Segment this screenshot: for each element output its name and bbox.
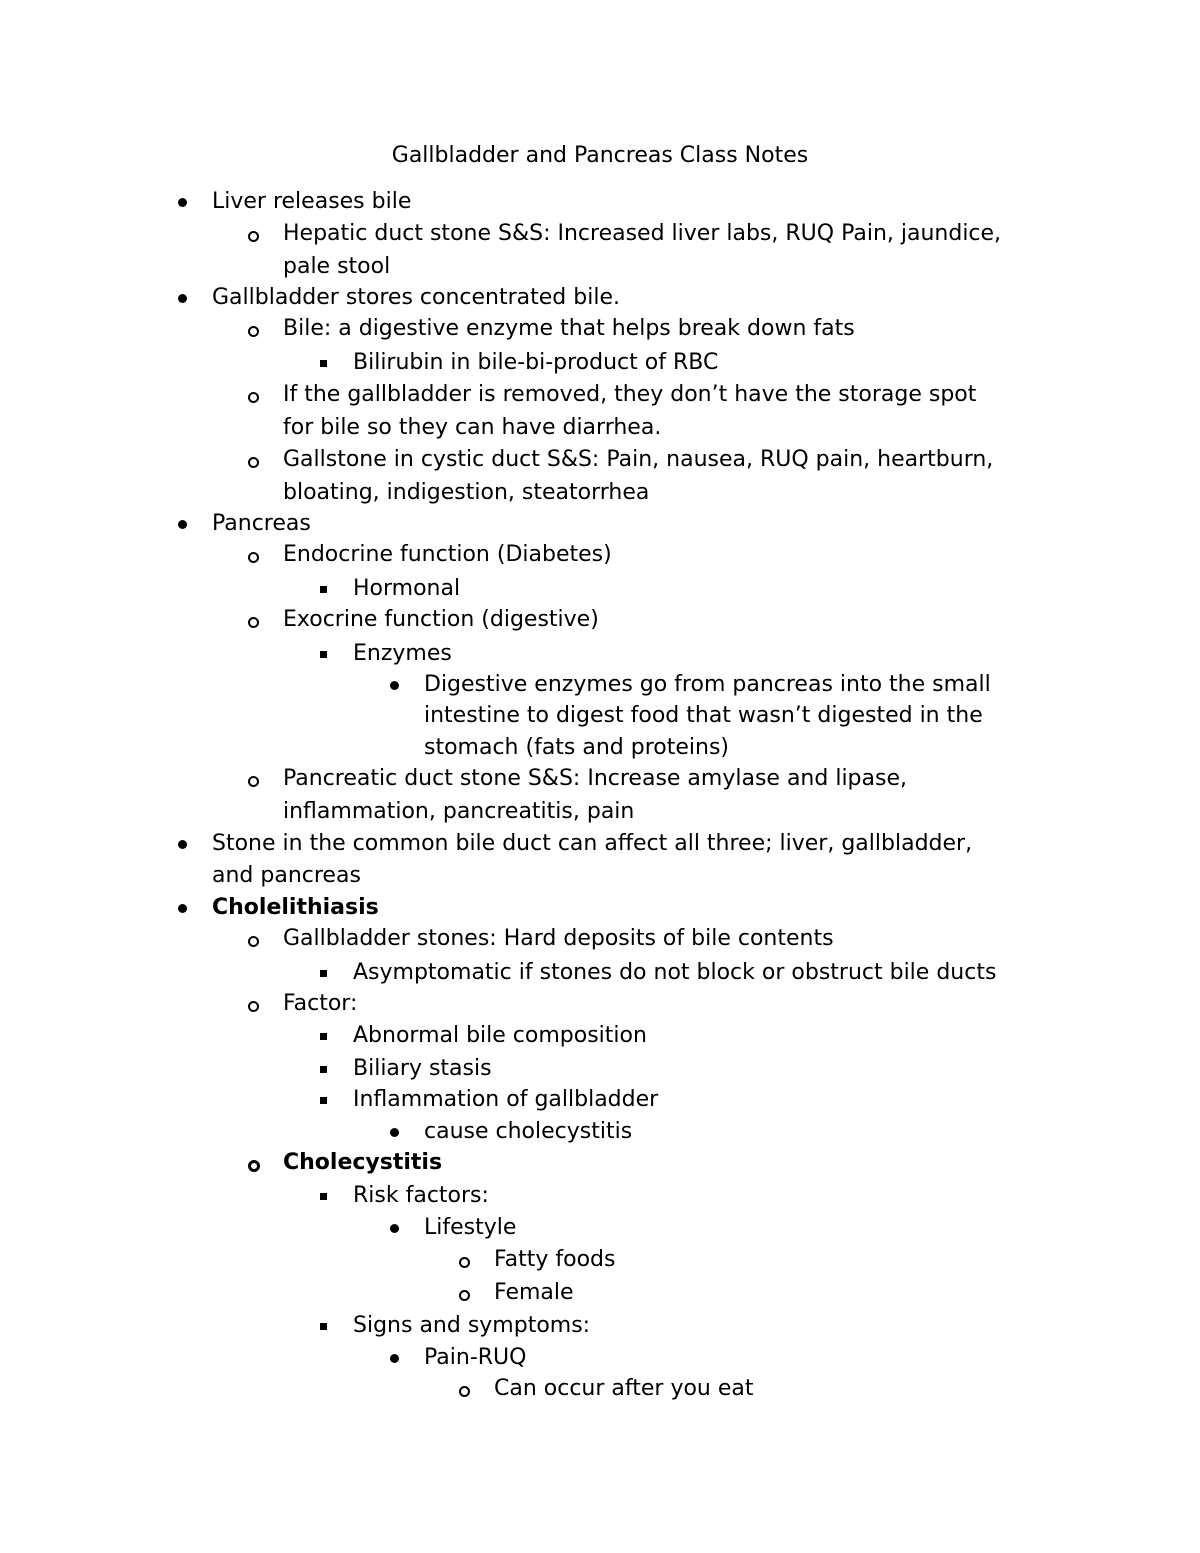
- bullet-disc-icon: [390, 1128, 399, 1137]
- note-line: Lifestyle: [424, 1215, 517, 1240]
- bullet-circle-icon: [459, 1257, 470, 1268]
- note-line: for bile so they can have diarrhea.: [283, 415, 662, 440]
- note-line: Female: [494, 1280, 574, 1305]
- bullet-square-icon: [320, 651, 327, 658]
- note-line: Biliary stasis: [353, 1056, 492, 1081]
- bullet-disc-icon: [390, 1354, 399, 1363]
- note-line: Asymptomatic if stones do not block or obstruct bile ducts: [353, 960, 997, 985]
- note-line: cause cholecystitis: [424, 1119, 633, 1144]
- bullet-square-icon: [320, 1033, 327, 1040]
- bullet-circle-icon: [248, 457, 259, 468]
- bullet-circle-icon: [248, 392, 259, 403]
- bullet-disc-icon: [178, 294, 187, 303]
- bullet-square-icon: [320, 1193, 327, 1200]
- note-line: Factor:: [283, 991, 358, 1016]
- note-line: Endocrine function (Diabetes): [283, 542, 612, 567]
- note-line: intestine to digest food that wasn’t digested in the: [424, 703, 983, 728]
- bullet-square-icon: [320, 360, 327, 367]
- note-line: Cholecystitis: [283, 1150, 443, 1175]
- bullet-disc-icon: [178, 904, 187, 913]
- page-title: Gallbladder and Pancreas Class Notes: [391, 143, 809, 168]
- bullet-circle-icon: [248, 617, 259, 628]
- bullet-square-icon: [320, 1097, 327, 1104]
- bullet-disc-icon: [390, 681, 399, 690]
- note-line: Bile: a digestive enzyme that helps break down fats: [283, 316, 855, 341]
- bullet-circle-icon: [248, 1160, 260, 1172]
- note-line: Gallbladder stones: Hard deposits of bile contents: [283, 926, 834, 951]
- note-line: Gallstone in cystic duct S&S: Pain, nausea, RUQ pain, heartburn,: [283, 447, 994, 472]
- note-line: If the gallbladder is removed, they don’t have the storage spot: [283, 382, 977, 407]
- bullet-circle-icon: [248, 1001, 259, 1012]
- bullet-disc-icon: [178, 840, 187, 849]
- note-line: Signs and symptoms:: [353, 1313, 591, 1338]
- note-line: pale stool: [283, 254, 391, 279]
- bullet-circle-icon: [459, 1386, 470, 1397]
- note-line: Inflammation of gallbladder: [353, 1087, 659, 1112]
- note-line: Cholelithiasis: [212, 895, 379, 920]
- bullet-square-icon: [320, 1323, 327, 1330]
- note-line: Stone in the common bile duct can affect all three; liver, gallbladder,: [212, 831, 973, 856]
- note-line: Hepatic duct stone S&S: Increased liver labs, RUQ Pain, jaundice,: [283, 221, 1002, 246]
- note-line: stomach (fats and proteins): [424, 735, 730, 760]
- bullet-circle-icon: [248, 552, 259, 563]
- note-line: Digestive enzymes go from pancreas into the small: [424, 672, 991, 697]
- note-line: Pancreatic duct stone S&S: Increase amylase and lipase,: [283, 766, 907, 791]
- note-line: Enzymes: [353, 641, 452, 666]
- bullet-circle-icon: [248, 776, 259, 787]
- note-line: Liver releases bile: [212, 189, 412, 214]
- note-line: Pain-RUQ: [424, 1345, 527, 1370]
- note-line: Can occur after you eat: [494, 1376, 754, 1401]
- note-line: Hormonal: [353, 576, 461, 601]
- note-line: inflammation, pancreatitis, pain: [283, 799, 635, 824]
- bullet-circle-icon: [248, 231, 259, 242]
- bullet-square-icon: [320, 1066, 327, 1073]
- bullet-disc-icon: [390, 1224, 399, 1233]
- bullet-disc-icon: [178, 198, 187, 207]
- bullet-disc-icon: [178, 520, 187, 529]
- note-line: Fatty foods: [494, 1247, 616, 1272]
- note-line: Risk factors:: [353, 1183, 489, 1208]
- note-line: and pancreas: [212, 863, 361, 888]
- bullet-circle-icon: [248, 936, 259, 947]
- bullet-square-icon: [320, 970, 327, 977]
- note-line: Abnormal bile composition: [353, 1023, 647, 1048]
- bullet-circle-icon: [459, 1290, 470, 1301]
- note-line: Exocrine function (digestive): [283, 607, 599, 632]
- note-line: Gallbladder stores concentrated bile.: [212, 285, 620, 310]
- note-line: Bilirubin in bile-bi-product of RBC: [353, 350, 719, 375]
- bullet-circle-icon: [248, 326, 259, 337]
- note-line: Pancreas: [212, 511, 311, 536]
- note-line: bloating, indigestion, steatorrhea: [283, 480, 650, 505]
- bullet-square-icon: [320, 586, 327, 593]
